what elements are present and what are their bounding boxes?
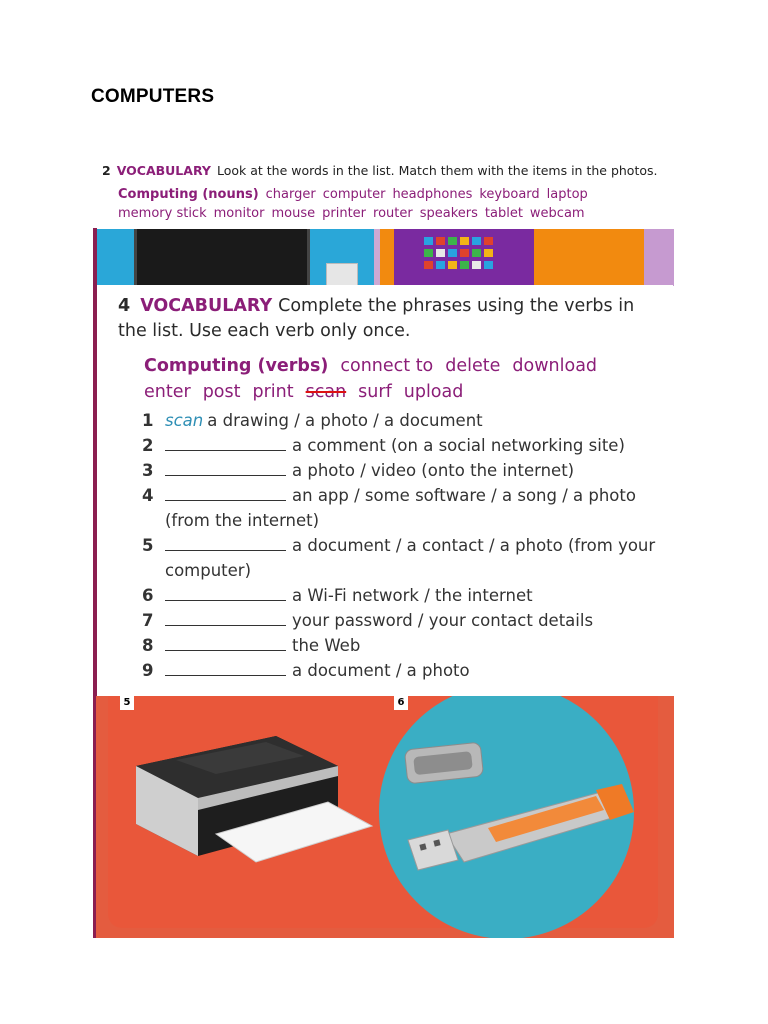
photo-edge	[644, 229, 674, 286]
document-title: COMPUTERS	[91, 86, 215, 107]
word-list-label: Computing (nouns)	[118, 187, 259, 202]
item-text: an app / some software / a song / a photo (from the internet)	[165, 486, 636, 530]
item-text: a Wi-Fi network / the internet	[292, 586, 533, 605]
photo-label: 6	[394, 696, 408, 710]
item-number: 8	[142, 636, 154, 655]
photo-strip	[96, 229, 674, 286]
answer-blank[interactable]	[165, 624, 286, 626]
verb-word-list	[144, 353, 664, 405]
word: headphones	[392, 187, 473, 202]
item-text: a document / a photo	[292, 661, 470, 680]
item-text: a drawing / a photo / a document	[207, 411, 483, 430]
exercise-4-card	[97, 285, 673, 696]
item-number: 2	[142, 436, 154, 455]
item-text: a document / a contact / a photo (from your computer)	[165, 536, 656, 580]
exercise-number: 2	[102, 163, 111, 178]
exercise-instruction: Complete the phrases using the verbs in the list. Use each verb only once.	[118, 296, 635, 341]
answer-blank[interactable]	[165, 674, 286, 676]
answer-blank[interactable]	[165, 449, 286, 451]
word: mouse	[271, 205, 316, 221]
word: memory stick	[118, 205, 207, 221]
item-number: 6	[142, 586, 154, 605]
item-text: the Web	[292, 636, 361, 655]
verb-struck: scan	[305, 382, 347, 402]
word: tablet	[484, 205, 523, 221]
tablet-image	[394, 229, 534, 286]
word: speakers	[419, 205, 478, 221]
answer-blank[interactable]	[165, 649, 286, 651]
item-text: a comment (on a social networking site)	[292, 436, 625, 455]
answer-blank[interactable]	[165, 599, 286, 601]
item-number: 3	[142, 461, 154, 480]
exercise-4-heading	[118, 294, 668, 344]
answer-blank[interactable]	[165, 549, 286, 551]
item-number: 4	[142, 486, 154, 505]
exercise-keyword: VOCABULARY	[140, 296, 273, 316]
item-text: your password / your contact details	[292, 611, 594, 630]
monitor-photo	[96, 229, 374, 286]
exercise-number: 4	[118, 296, 131, 316]
printer-image	[106, 716, 376, 866]
exercise-2-strip	[96, 158, 674, 286]
exercise-keyword: VOCABULARY	[116, 163, 211, 178]
item-number: 9	[142, 661, 154, 680]
exercise-2-heading	[102, 163, 657, 178]
item-number: 5	[142, 536, 154, 555]
word: printer	[322, 205, 367, 221]
noun-word-list	[118, 186, 674, 223]
monitor-image	[134, 229, 310, 286]
word: monitor	[213, 205, 265, 221]
photo-label: 5	[120, 696, 134, 710]
exercise-instruction: Look at the words in the list. Match them with the items in the photos.	[216, 163, 658, 178]
word: charger	[265, 187, 316, 202]
verb: connect to	[340, 356, 434, 376]
verb-list-label: Computing (verbs)	[144, 356, 329, 376]
memory-stick-image	[396, 736, 646, 876]
item-text: a photo / video (onto the internet)	[292, 461, 575, 480]
word: webcam	[529, 205, 585, 221]
verb: enter	[144, 382, 191, 402]
word: laptop	[546, 187, 588, 202]
photos-panel	[96, 696, 674, 938]
verb: post	[202, 382, 241, 402]
device-box-image	[326, 263, 358, 286]
item-number: 1	[142, 411, 154, 430]
verb: delete	[445, 356, 501, 376]
answer-blank[interactable]	[165, 499, 286, 501]
verb: surf	[358, 382, 392, 402]
word: keyboard	[479, 187, 540, 202]
verb: print	[252, 382, 294, 402]
word: router	[373, 205, 413, 221]
word: computer	[322, 187, 386, 202]
tablet-photo	[380, 229, 674, 286]
verb: upload	[403, 382, 464, 402]
verb: download	[512, 356, 598, 376]
example-answer: scan	[165, 411, 204, 430]
answer-blank[interactable]	[165, 474, 286, 476]
item-number: 7	[142, 611, 154, 630]
